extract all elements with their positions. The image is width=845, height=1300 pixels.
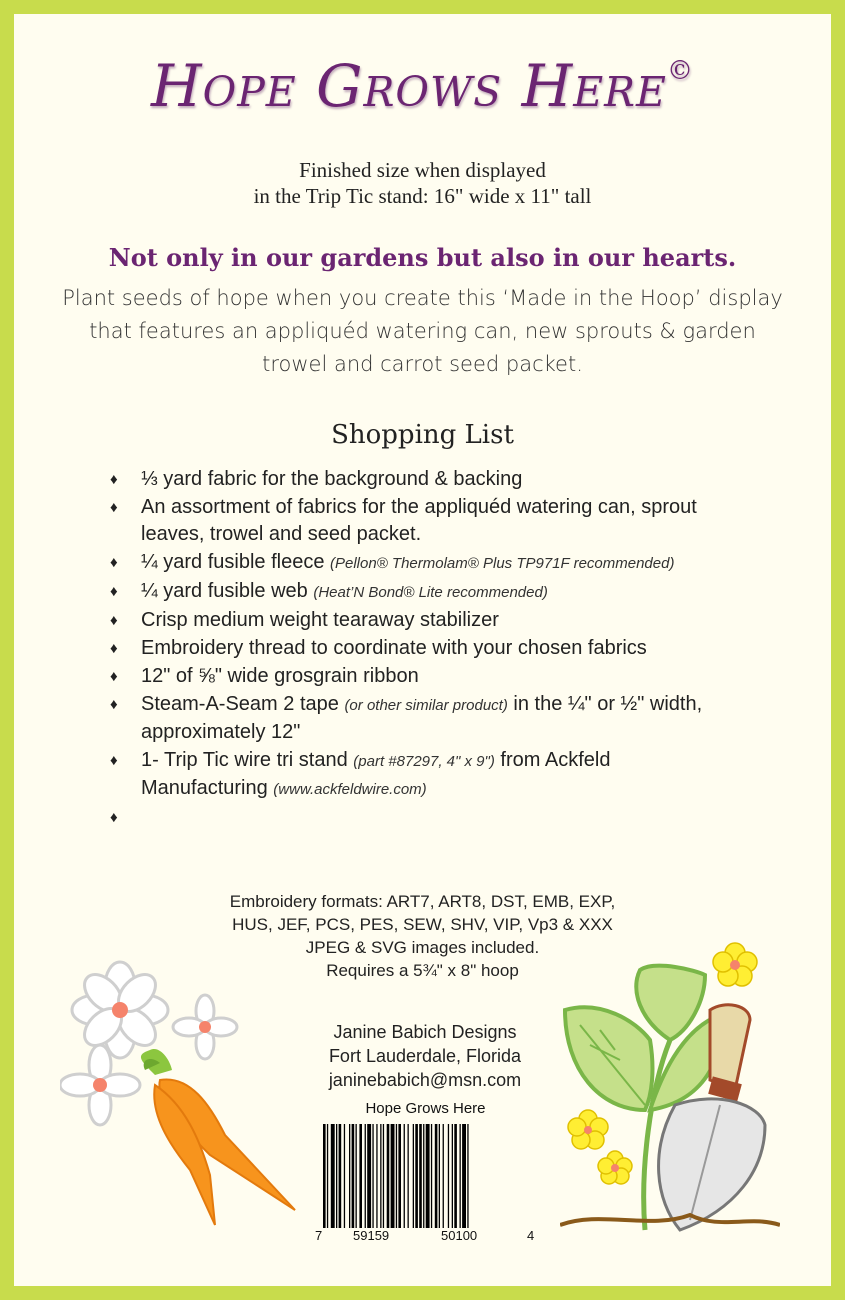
barcode-bar (413, 1124, 414, 1228)
flower-icon (568, 1110, 608, 1149)
shopping-list-item (108, 466, 728, 493)
barcode-bar (439, 1124, 440, 1228)
barcode-bar (372, 1124, 373, 1228)
flower-icon (598, 1151, 632, 1184)
item-text: Embroidery thread to coordinate with your chosen fabrics (141, 637, 647, 659)
flower-icon (173, 995, 237, 1059)
barcode-bar (331, 1124, 335, 1228)
barcode-bar (387, 1124, 390, 1228)
barcode-bar (454, 1124, 457, 1228)
barcode-bar (376, 1124, 377, 1228)
barcode-bar (423, 1124, 424, 1228)
diamond-bullet-icon: ♦ (110, 752, 118, 769)
flower-icon (72, 962, 168, 1058)
formats-line-3: JPEG & SVG images included. (305, 938, 540, 957)
barcode-bar (349, 1124, 350, 1228)
diamond-bullet-icon: ♦ (110, 640, 118, 657)
barcode-bar (460, 1124, 461, 1228)
barcode-bar (380, 1124, 381, 1228)
barcode-bar (327, 1124, 328, 1228)
diamond-bullet-icon: ♦ (110, 583, 118, 600)
item-text: An assortment of fabrics for the appliquéd watering can, sprout leaves, trowel and seed packet. (141, 496, 697, 545)
diamond-bullet-icon: ♦ (110, 668, 118, 685)
finished-size-line-1: Finished size when displayed (299, 158, 546, 182)
designer-email: janinebabich@msn.com (328, 1070, 522, 1090)
formats-line-4: Requires a 5¾" x 8" hoop (326, 961, 519, 980)
barcode-digit-group-1: 59159 (353, 1228, 390, 1243)
barcode (313, 1100, 538, 1248)
flower-icon (713, 943, 757, 986)
item-text: 1- Trip Tic wire tri stand (141, 749, 354, 771)
barcode-digit-group-2: 50100 (441, 1228, 478, 1243)
barcode-bar (352, 1124, 355, 1228)
shopping-list-title: Shopping List (331, 420, 514, 450)
diamond-bullet-icon: ♦ (110, 612, 118, 629)
item-note: (www.ackfeldwire.com) (273, 781, 427, 798)
barcode-bar (404, 1124, 405, 1228)
barcode-bar (365, 1124, 366, 1228)
item-text-tail: in the ¼" or ½" width, approximately 12" (141, 693, 703, 743)
barcode-bar (452, 1124, 453, 1228)
barcode-digit-2: 4 (527, 1228, 535, 1243)
copyright-mark: © (666, 56, 694, 86)
barcode-bar (467, 1124, 468, 1228)
item-text: Steam-A-Seam 2 tape (141, 693, 345, 715)
barcode-bar (443, 1124, 444, 1228)
barcode-digit-1: 7 (315, 1228, 323, 1243)
barcode-bar (359, 1124, 362, 1228)
diamond-bullet-icon: ♦ (110, 809, 118, 826)
barcode-bar (356, 1124, 357, 1228)
barcode-bar (415, 1124, 418, 1228)
barcode-bar (383, 1124, 384, 1228)
flower-icon (60, 1045, 140, 1125)
shopping-list-item (108, 494, 728, 548)
designer-name: Janine Babich Designs (333, 1022, 517, 1042)
item-text-tail: from Ackfeld Manufacturing (141, 749, 611, 799)
barcode-bar (431, 1124, 432, 1228)
item-note: (part #87297, 4" x 9") (353, 753, 495, 770)
barcode-bar (396, 1124, 397, 1228)
item-text: ¼ yard fusible fleece (141, 551, 330, 573)
barcode-bar (408, 1124, 409, 1228)
item-text: Crisp medium weight tearaway stabilizer (141, 609, 499, 631)
barcode-bar (419, 1124, 422, 1228)
finished-size-line-2: in the Trip Tic stand: 16" wide x 11" tall (253, 184, 592, 208)
barcode-bar (391, 1124, 395, 1228)
barcode-bar (426, 1124, 430, 1228)
diamond-bullet-icon: ♦ (110, 554, 118, 571)
shopping-list-item (108, 607, 728, 634)
diamond-bullet-icon: ♦ (110, 696, 118, 713)
intro-paragraph: Plant seeds of hope when you create this ‘Made in the Hoop’ display that features an appliquéd watering can, new sprouts & garden trowel and carrot seed packet. (62, 286, 783, 376)
formats-line-2: HUS, JEF, PCS, PES, SEW, SHV, VIP, Vp3 & XXX (232, 915, 613, 934)
shopping-list-item (108, 691, 728, 746)
tagline: Not only in our gardens but also in our hearts. (108, 243, 737, 272)
item-text: ¼ yard fusible web (141, 580, 314, 602)
item-note: (or other similar product) (344, 697, 508, 714)
sprout-trowel-illustration (560, 930, 780, 1240)
barcode-bar (398, 1124, 401, 1228)
shopping-list-item (108, 663, 728, 690)
shopping-list-item (108, 747, 728, 803)
item-note: (Pellon® Thermolam® Plus TP971F recommended) (330, 555, 675, 572)
barcode-bar (367, 1124, 371, 1228)
finished-size (0, 157, 845, 209)
barcode-label: Hope Grows Here (365, 1100, 486, 1117)
barcode-bar (323, 1124, 326, 1228)
barcode-bars (313, 1120, 538, 1228)
item-text: 12" of ⅝" wide grosgrain ribbon (141, 665, 419, 687)
shopping-list-item (108, 578, 728, 606)
barcode-bar (339, 1124, 342, 1228)
carrot-flower-illustration (60, 955, 323, 1245)
designer-location: Fort Lauderdale, Florida (328, 1046, 522, 1066)
barcode-bar (462, 1124, 466, 1228)
barcode-bar (435, 1124, 438, 1228)
shopping-list-item (108, 635, 728, 662)
diamond-bullet-icon: ♦ (110, 471, 118, 488)
shopping-list-item (108, 549, 728, 577)
barcode-bar (344, 1124, 345, 1228)
formats-line-1: Embroidery formats: ART7, ART8, DST, EMB, EXP, (229, 892, 616, 911)
diamond-bullet-icon: ♦ (110, 499, 118, 516)
item-note: (Heat’N Bond® Lite recommended) (313, 584, 548, 601)
carrot-icon (141, 1049, 295, 1225)
page-title: Hope Grows Here© (151, 52, 694, 120)
shopping-list (108, 466, 728, 826)
barcode-bar (448, 1124, 449, 1228)
item-text: ⅓ yard fabric for the background & backing (141, 468, 523, 490)
barcode-bar (336, 1124, 337, 1228)
